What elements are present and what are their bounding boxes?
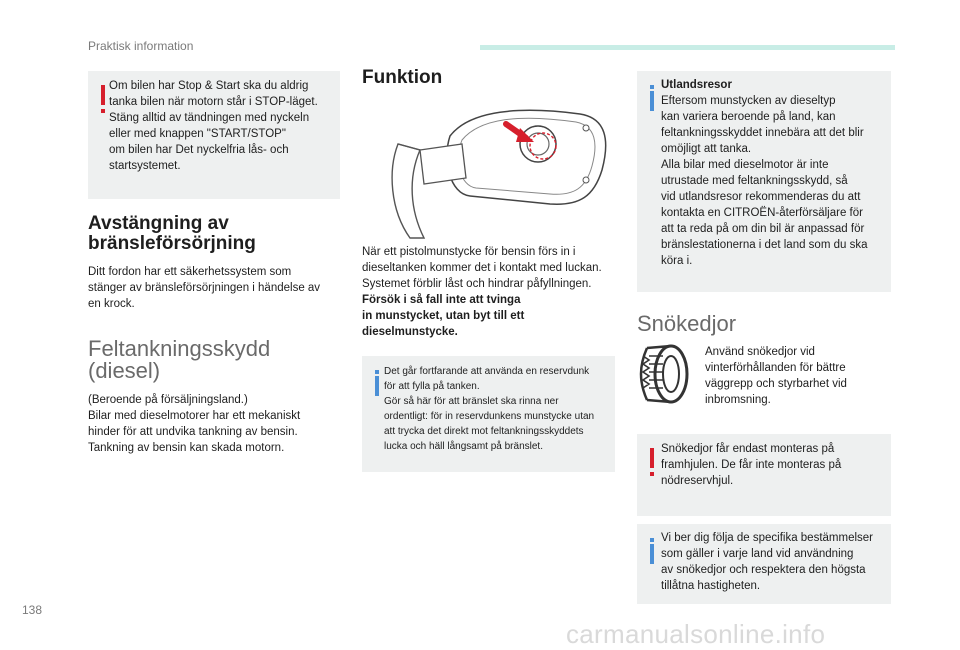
text-line: dieseltanken kommer det i kontakt med luckan. (362, 262, 602, 274)
text-line-bold: dieselmunstycke. (362, 326, 458, 338)
watermark: carmanualsonline.info (566, 619, 826, 649)
text-line: en krock. (88, 298, 135, 310)
text-line: Gör så här för att bränslet ska rinna ner (384, 396, 559, 407)
text-line: tanka bilen när motorn står i STOP-läget. (109, 96, 318, 108)
text-line: Bilar med dieselmotorer har ett mekaniskt (88, 410, 301, 422)
text-line: Vi ber dig följa de specifika bestämmelser (661, 532, 874, 544)
utlandsresor-title: Utlandsresor (661, 79, 732, 91)
heading-line: (diesel) (88, 358, 161, 383)
text-line: framhjulen. De får inte monteras på (661, 459, 842, 471)
funktion-text (362, 244, 620, 340)
text-line: ordentligt: för in reservdunkens munstycke utan (384, 411, 595, 422)
warning-icon (650, 448, 654, 468)
snokedjor-warning-box (637, 434, 891, 516)
text-line: feltankningsskyddet innebära att det blir (661, 127, 864, 139)
info-icon (650, 544, 654, 564)
text-line: stänger av bränsleförsörjningen i händelse av (88, 282, 321, 294)
text-line: Om bilen har Stop & Start ska du aldrig (109, 80, 309, 92)
text-line: av snökedjor och respektera den högsta (661, 564, 866, 576)
text-line: kan variera beroende på land, kan (661, 111, 836, 123)
heading-line: Feltankningsskydd (88, 336, 271, 361)
snow-chain-icon (637, 342, 699, 406)
text-line: nödreservhjul. (661, 475, 734, 487)
text-line: omöjligt att tanka. (661, 143, 752, 155)
section-header: Praktisk information (88, 39, 194, 53)
fuel-flap-illustration (380, 100, 612, 240)
text-line: att trycka det direkt mot feltankningsskyddets (384, 426, 584, 437)
text-line: vid utlandsresor rekommenderas du att (661, 191, 861, 203)
heading-funktion: Funktion (362, 67, 443, 88)
text-line: som gäller i varje land vid användning (661, 548, 854, 560)
utlandsresor-text (661, 77, 889, 269)
text-line: utrustade med feltankningsskydd, så (661, 175, 848, 187)
heading-line: bränsleförsörjning (88, 233, 256, 254)
text-line: inbromsning. (705, 394, 771, 406)
info-icon (650, 91, 654, 111)
text-line-bold: in munstycket, utan byt till ett (362, 310, 525, 322)
text-line: Tankning av bensin kan skada motorn. (88, 442, 285, 454)
page-number: 138 (22, 603, 43, 617)
warning-icon (101, 85, 105, 105)
text-line: vinterförhållanden för bättre (705, 362, 846, 374)
text-line: bränslestationerna i det land som du ska (661, 239, 868, 251)
text-line: Använd snökedjor vid (705, 346, 815, 358)
text-line: kontakta en CITROËN-återförsäljare för (661, 207, 863, 219)
text-line: Systemet förblir låst och hindrar påfyllningen. (362, 278, 592, 290)
text-line: för att fylla på tanken. (384, 381, 480, 392)
text-line: tillåtna hastigheten. (661, 580, 761, 592)
text-line: om bilen har Det nyckelfria lås- och (109, 144, 289, 156)
text-line: köra i. (661, 255, 693, 267)
stop-start-warning-box (88, 71, 340, 199)
utlandsresor-info-box (637, 71, 891, 292)
text-line: Ditt fordon har ett säkerhetssystem som (88, 266, 292, 278)
heading-avstangning (88, 214, 340, 254)
reserve-can-info-box (362, 356, 615, 472)
info-icon (375, 376, 379, 396)
heading-snokedjor: Snökedjor (637, 311, 737, 336)
header-accent-bar (480, 45, 895, 50)
stop-start-warning-text (109, 78, 337, 174)
reserve-can-info-text (384, 364, 614, 454)
text-line: Eftersom munstycken av dieseltyp (661, 95, 836, 107)
text-line: När ett pistolmunstycke för bensin förs in i (362, 246, 576, 258)
text-line: startsystemet. (109, 160, 181, 172)
text-line: Snökedjor får endast monteras på (661, 443, 835, 455)
snokedjor-text (705, 344, 895, 408)
snokedjor-info-box (637, 524, 891, 604)
text-line: att ta reda på om din bil är anpassad för (661, 223, 865, 235)
text-line: Alla bilar med dieselmotor är inte (661, 159, 829, 171)
text-line: Det går fortfarande att använda en reservdunk (384, 366, 590, 377)
text-line: eller med knappen "START/STOP" (109, 128, 286, 140)
text-line: (Beroende på försäljningsland.) (88, 394, 248, 406)
heading-feltankningsskydd (88, 338, 340, 382)
snokedjor-warning-text (661, 441, 889, 489)
heading-line: Avstängning av (88, 213, 229, 234)
text-line: väggrepp och styrbarhet vid (705, 378, 847, 390)
text-line: lucka och häll långsamt på bränslet. (384, 441, 543, 452)
snokedjor-info-text (661, 530, 891, 594)
text-line: Stäng alltid av tändningen med nyckeln (109, 112, 310, 124)
text-line-bold: Försök i så fall inte att tvinga (362, 294, 521, 306)
avstangning-text (88, 264, 343, 312)
text-line: hinder för att undvika tankning av bensin. (88, 426, 298, 438)
feltank-text (88, 392, 343, 456)
